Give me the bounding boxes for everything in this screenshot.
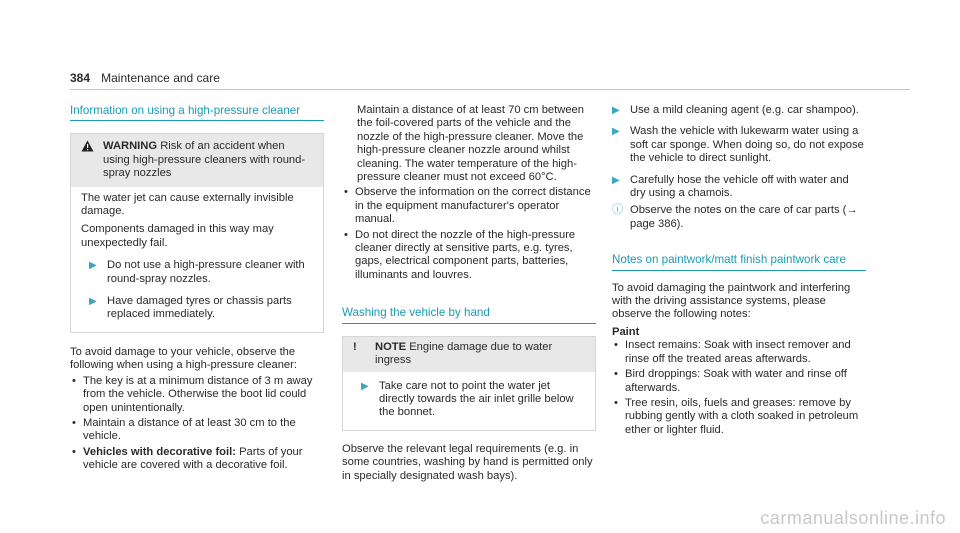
step-arrow-icon: ▶ <box>361 380 369 392</box>
warning-box <box>70 133 324 332</box>
warning-body-1: The water jet can cause externally invisible damage. <box>81 191 294 218</box>
warning-header <box>71 134 323 186</box>
warning-step-1: Do not use a high-pressure cleaner with round-spray nozzles. <box>107 259 305 285</box>
bullet-list <box>612 339 866 437</box>
bullet-list <box>70 375 324 473</box>
subheading-paint: Paint <box>612 325 640 338</box>
step-text: Wash the vehicle with lukewarm water using a soft car sponge. When doing so, do not expose the vehicle to direct sunlight. <box>630 125 864 165</box>
step <box>612 174 866 201</box>
watermark: carmanualsonline.info <box>760 507 946 528</box>
step <box>612 125 866 165</box>
section-name: Maintenance and care <box>101 71 220 85</box>
note-text-wrap <box>375 341 585 368</box>
info-icon: ⓘ <box>612 204 624 217</box>
column-3 <box>612 104 866 439</box>
note-label: NOTE <box>375 340 407 353</box>
bullet-list <box>342 186 596 282</box>
page-number: 384 <box>70 71 91 85</box>
list-item: • Tree resin, oils, fuels and greases: remove by rubbing gently with a cloth soaked in petroleum ether or lighter fluid. <box>612 397 866 437</box>
warning-step <box>89 295 313 322</box>
list-item: • Bird droppings: Soak with water and rinse off afterwards. <box>612 368 866 395</box>
step-arrow-icon: ▶ <box>89 260 97 272</box>
section-title-high-pressure: Information on using a high-pressure cleaner <box>70 104 324 121</box>
note-header <box>343 337 595 372</box>
list-item: • Do not direct the nozzle of the high-pressure cleaner directly at sensitive parts, e.g. tyres, gaps, electrical component parts, batteries, illuminants and louvres. <box>342 229 596 283</box>
list-item: • The key is at a minimum distance of 3 m away from the vehicle. Otherwise the boot lid could open unintentionally. <box>70 375 324 415</box>
warning-label: WARNING <box>103 140 158 153</box>
step-arrow-icon: ▶ <box>89 296 97 308</box>
header-rule <box>70 89 910 90</box>
distance-paragraph: Maintain a distance of at least 70 cm between the foil-covered parts of the vehicle and the nozzle of the high-pressure cleaner. Move the high-pressure cleaner nozzle around whilst cleaning. The water temperature of the high-pressure cleaner must not exceed 60°C. <box>357 104 584 184</box>
note-box <box>342 336 596 431</box>
section-title-washing: Washing the vehicle by hand <box>342 306 596 323</box>
list-item: • Insect remains: Soak with insect remover and rinse off the treated areas afterwards. <box>612 339 866 366</box>
warning-body-2: Components damaged in this way may unexpectedly fail. <box>81 223 274 249</box>
step <box>612 104 866 117</box>
bullet-bold-label: Vehicles with decorative foil: <box>83 445 236 458</box>
intro-text: To avoid damaging the paintwork and interfering with the driving assistance systems, please observe the following notes: <box>612 281 851 321</box>
note-step <box>361 380 585 420</box>
note-step-text: Take care not to point the water jet directly towards the air inlet grille below the bonnet. <box>379 379 574 419</box>
closing-text: Observe the relevant legal requirements (e.g. in some countries, washing by hand is permitted only in specially designated wash bays). <box>342 442 593 482</box>
exclamation-icon: ! <box>353 340 357 353</box>
section-title-paintwork: Notes on paintwork/matt finish paintwork care <box>612 253 866 270</box>
list-item <box>70 446 324 473</box>
column-1 <box>70 104 324 475</box>
warning-text: Risk of an accident when using high-pressure cleaners with round-spray nozzles <box>103 140 306 180</box>
list-item: • Maintain a distance of at least 30 cm to the vehicle. <box>70 417 324 444</box>
bullet-text: Parts of your vehicle are covered with a decorative foil. <box>83 445 303 472</box>
info-text: Observe the notes on the care of car parts (→ page 386). <box>630 204 858 230</box>
note-text: Engine damage due to water ingress <box>375 340 553 367</box>
intro-text: To avoid damage to your vehicle, observe the following when using a high-pressure cleaner: <box>70 345 297 372</box>
step-text: Use a mild cleaning agent (e.g. car shampoo). <box>630 104 859 116</box>
step-arrow-icon: ▶ <box>612 174 620 186</box>
step-text: Carefully hose the vehicle off with water and dry using a chamois. <box>630 173 849 200</box>
step-arrow-icon: ▶ <box>612 126 620 138</box>
step-arrow-icon: ▶ <box>612 105 620 116</box>
info-note <box>612 204 866 231</box>
column-2 <box>342 104 596 483</box>
warning-triangle-icon <box>81 140 103 180</box>
warning-text-wrap <box>103 140 313 180</box>
warning-step-2: Have damaged tyres or chassis parts replaced immediately. <box>107 295 292 321</box>
page-header <box>70 72 220 86</box>
warning-body <box>71 187 323 332</box>
list-item: • Observe the information on the correct distance in the equipment manufacturer's operator manual. <box>342 186 596 226</box>
warning-step <box>89 259 313 286</box>
